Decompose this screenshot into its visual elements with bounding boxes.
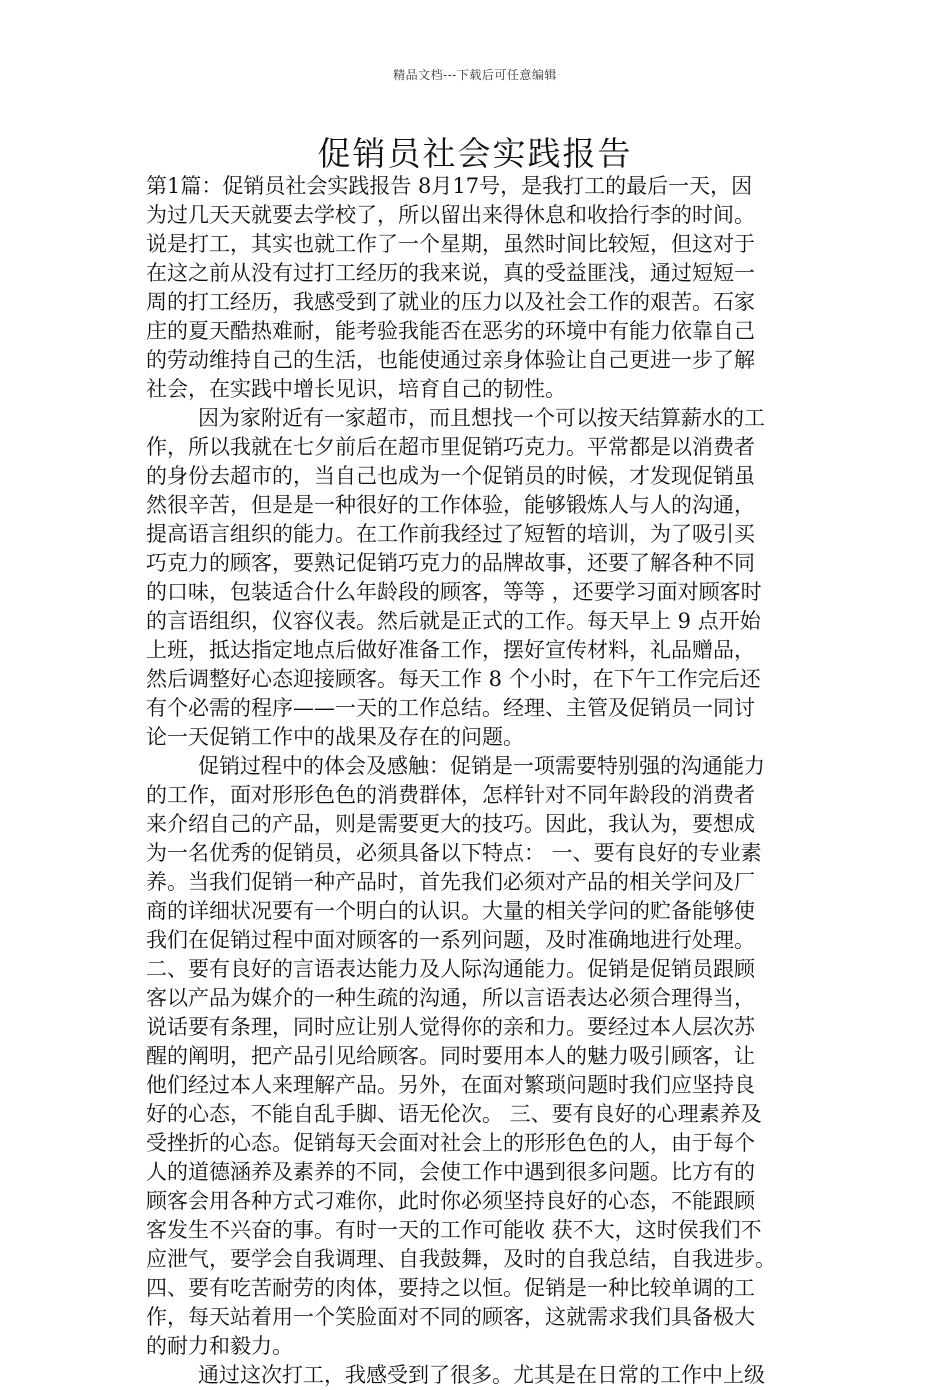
text-line: 养。当我们促销一种产品时，首先我们必须对产品的相关学问及厂 xyxy=(146,870,755,894)
text-line: 四、要有吃苦耐劳的肉体，要持之以恒。促销是一种比较单调的工 xyxy=(146,1276,755,1300)
text-line: 作，每天站着用一个笑脸面对不同的顾客，这就需求我们具备极大 xyxy=(146,1305,755,1329)
text-line: 的工作，面对形形色色的消费群体，怎样针对不同年龄段的消费者 xyxy=(146,783,755,807)
paragraph-start-line: 促销过程中的体会及感触：促销是一项需要特别强的沟通能力 xyxy=(198,754,765,778)
text-line: 的耐力和毅力。 xyxy=(146,1334,293,1358)
text-line: 论一天促销工作中的战果及存在的问题。 xyxy=(146,725,524,749)
text-line: 顾客会用各种方式刁难你，此时你必须坚持良好的心态，不能跟顾 xyxy=(146,1189,755,1213)
text-line: 的劳动维持自己的生活，也能使通过亲身体验让自己更进一步了解 xyxy=(146,348,755,372)
text-line: 周的打工经历，我感受到了就业的压力以及社会工作的艰苦。石家 xyxy=(146,290,755,314)
text-line: 说是打工，其实也就工作了一个星期，虽然时间比较短，但这对于 xyxy=(146,232,755,256)
text-line: 然后调整好心态迎接顾客。每天工作 8 个小时，在下午工作完后还 xyxy=(146,667,761,691)
text-line: 第1篇：促销员社会实践报告 8月17号，是我打工的最后一天，因 xyxy=(146,174,753,198)
text-line: 作，所以我就在七夕前后在超市里促销巧克力。平常都是以消费者 xyxy=(146,435,755,459)
header-note: 精品文档---下载后可任意编辑 xyxy=(393,68,557,82)
text-line: 在这之前从没有过打工经历的我来说，真的受益匪浅，通过短短一 xyxy=(146,261,755,285)
text-line: 来介绍自己的产品，则是需要更大的技巧。因此，我认为，要想成 xyxy=(146,812,755,836)
paragraph-start-line: 因为家附近有一家超市，而且想找一个可以按天结算薪水的工 xyxy=(198,406,765,430)
text-line: 他们经过本人来理解产品。另外，在面对繁琐问题时我们应坚持良 xyxy=(146,1073,755,1097)
text-line: 客发生不兴奋的事。有时一天的工作可能收 获不大，这时侯我们不 xyxy=(146,1218,762,1242)
text-line: 上班，抵达指定地点后做好准备工作，摆好宣传材料，礼品赠品， xyxy=(146,638,755,662)
text-line: 庄的夏天酷热难耐，能考验我能否在恶劣的环境中有能力依靠自己 xyxy=(146,319,755,343)
text-line: 的口味，包装适合什么年龄段的顾客，等等 ，还要学习面对顾客时 xyxy=(146,580,762,604)
text-line: 为一名优秀的促销员，必须具备以下特点： 一、要有良好的专业素 xyxy=(146,841,762,865)
text-line: 有个必需的程序——一天的工作总结。经理、主管及促销员一同讨 xyxy=(146,696,755,720)
text-line: 我们在促销过程中面对顾客的一系列问题，及时准确地进行处理。 xyxy=(146,928,755,952)
document-body xyxy=(146,172,820,1390)
text-line: 受挫折的心态。促销每天会面对社会上的形形色色的人，由于每个 xyxy=(146,1131,755,1155)
text-line: 客以产品为媒介的一种生疏的沟通，所以言语表达必须合理得当， xyxy=(146,986,755,1010)
text-line: 商的详细状况要有一个明白的认识。大量的相关学问的贮备能够使 xyxy=(146,899,755,923)
text-line: 醒的阐明，把产品引见给顾客。同时要用本人的魅力吸引顾客，让 xyxy=(146,1044,755,1068)
text-line: 二、要有良好的言语表达能力及人际沟通能力。促销是促销员跟顾 xyxy=(146,957,755,981)
text-line: 好的心态，不能自乱手脚、语无伦次。 三、要有良好的心理素养及 xyxy=(146,1102,762,1126)
text-line: 提高语言组织的能力。在工作前我经过了短暂的培训，为了吸引买 xyxy=(146,522,755,546)
text-line: 社会，在实践中增长见识，培育自己的韧性。 xyxy=(146,377,566,401)
text-line: 说话要有条理，同时应让别人觉得你的亲和力。要经过本人层次苏 xyxy=(146,1015,755,1039)
paragraph-start-line: 通过这次打工，我感受到了很多。尤其是在日常的工作中上级 xyxy=(198,1363,765,1387)
text-line: 的言语组织，仪容仪表。然后就是正式的工作。每天早上 9 点开始 xyxy=(146,609,761,633)
text-line: 巧克力的顾客，要熟记促销巧克力的品牌故事，还要了解各种不同 xyxy=(146,551,755,575)
document-title: 促销员社会实践报告 xyxy=(317,134,633,173)
text-line: 然很辛苦，但是是一种很好的工作体验，能够锻炼人与人的沟通， xyxy=(146,493,755,517)
text-line: 人的道德涵养及素养的不同，会使工作中遇到很多问题。比方有的 xyxy=(146,1160,755,1184)
text-line: 为过几天天就要去学校了，所以留出来得休息和收拾行李的时间。 xyxy=(146,203,755,227)
text-line: 应泄气，要学会自我调理、自我鼓舞，及时的自我总结，自我进步。 xyxy=(146,1247,776,1271)
text-line: 的身份去超市的，当自己也成为一个促销员的时候，才发现促销虽 xyxy=(146,464,755,488)
